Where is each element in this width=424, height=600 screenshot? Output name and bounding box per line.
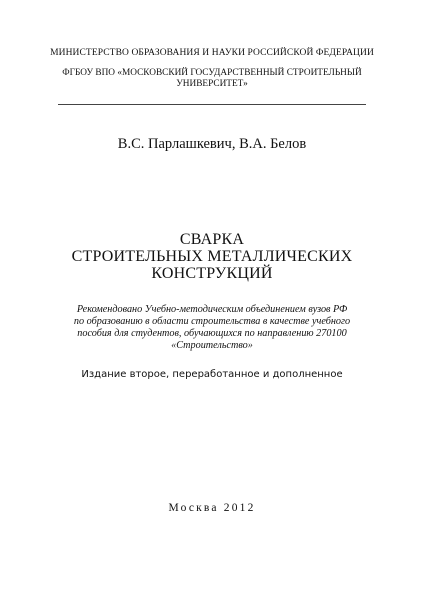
university-name-line: УНИВЕРСИТЕТ»	[176, 79, 248, 89]
university-name	[40, 68, 384, 90]
book-title-line: КОНСТРУКЦИЙ	[151, 265, 273, 282]
recommendation-line: Рекомендовано Учебно-методическим объединением вузов РФ	[76, 304, 348, 315]
university-name-line: ФГБОУ ВПО «МОСКОВСКИЙ ГОСУДАРСТВЕННЫЙ СТРОИТЕЛЬНЫЙ	[62, 68, 362, 78]
recommendation-note	[28, 304, 396, 352]
book-title	[40, 231, 384, 282]
recommendation-line: пособия для студентов, обучающихся по направлению 270100	[77, 328, 347, 339]
authors: В.С. Парлашкевич, В.А. Белов	[117, 136, 307, 152]
recommendation-line: по образованию в области строительства в качестве учебного	[73, 316, 351, 327]
city-year: Москва 2012	[168, 502, 256, 514]
book-title-line: СВАРКА	[179, 231, 245, 248]
edition-note: Издание второе, переработанное и дополненное	[81, 369, 343, 380]
header-divider	[58, 104, 366, 105]
book-title-line: СТРОИТЕЛЬНЫХ МЕТАЛЛИЧЕСКИХ	[71, 248, 353, 265]
ministry-name: МИНИСТЕРСТВО ОБРАЗОВАНИЯ И НАУКИ РОССИЙСКОЙ ФЕДЕРАЦИИ	[50, 48, 374, 58]
recommendation-line: «Строительство»	[171, 340, 253, 351]
